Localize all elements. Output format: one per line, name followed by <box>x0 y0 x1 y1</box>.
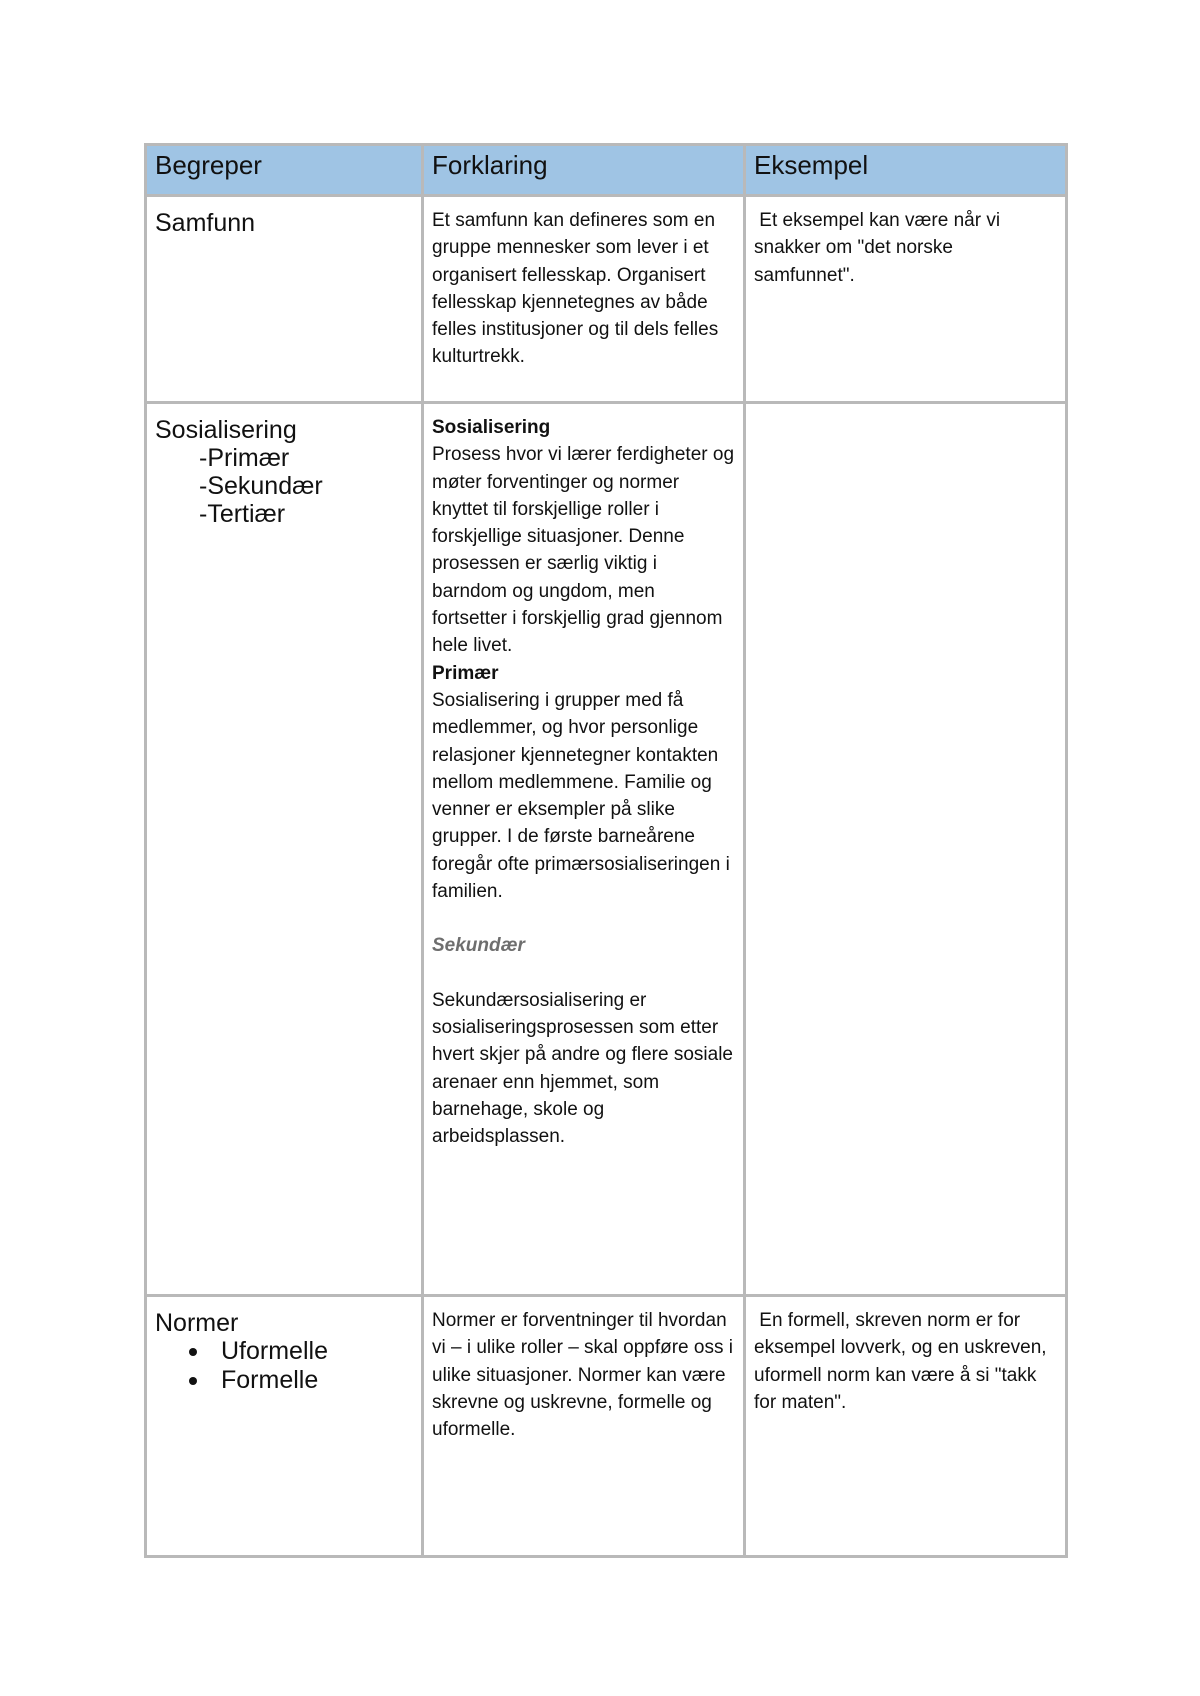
term-normer: Normer <box>155 1309 239 1337</box>
explanation-cell <box>423 1296 745 1557</box>
normer-bullet-list <box>147 1337 421 1395</box>
term-cell <box>146 1296 423 1557</box>
example-cell <box>745 403 1067 1296</box>
subterm-tertiaer: -Tertiær <box>199 500 286 528</box>
bullet-formelle: Formelle <box>189 1366 421 1395</box>
table-row <box>146 403 1067 1296</box>
term-samfunn: Samfunn <box>155 209 256 237</box>
header-eksempel-label: Eksempel <box>754 150 869 180</box>
header-begreper-label: Begreper <box>155 150 262 180</box>
concept-table <box>144 143 1068 1558</box>
explanation-cell <box>423 403 745 1296</box>
table-row <box>146 196 1067 403</box>
explanation-normer: Normer er forventninger til hvordan vi – i ulike roller – skal oppføre oss i ulike situasjoner. Normer kan være skrevne og uskrevne, formelle og uformelle. <box>432 1310 733 1441</box>
section-heading-primaer: Primær <box>432 662 499 684</box>
example-normer: En formell, skreven norm er for eksempel lovverk, og en uskreven, uformell norm kan være å si "takk for maten". <box>754 1310 1052 1413</box>
header-forklaring-label: Forklaring <box>432 150 548 180</box>
example-samfunn: Et eksempel kan være når vi snakker om "det norske samfunnet". <box>754 210 1006 286</box>
example-cell <box>745 1296 1067 1557</box>
subterm-sekundaer: -Sekundær <box>199 472 323 500</box>
term-cell <box>146 196 423 403</box>
example-cell <box>745 196 1067 403</box>
subterm-primaer: -Primær <box>199 444 290 472</box>
term-sosialisering: Sosialisering <box>155 416 297 444</box>
section-text-primaer: Sosialisering i grupper med få medlemmer, og hvor personlige relasjoner kjennetegner kontakten mellom medlemmene. Familie og venner er eksempler på slike grupper. I de første barneårene foregår ofte primærsosialiseringen i familien. <box>432 689 730 903</box>
header-begreper <box>146 145 423 196</box>
explanation-cell <box>423 196 745 403</box>
bullet-uformelle: Uformelle <box>189 1337 421 1366</box>
section-text-sosialisering: Prosess hvor vi lærer ferdigheter og møter forventinger og normer knyttet til forskjellige roller i forskjellige situasjoner. Denne prosessen er særlig viktig i barndom og ungdom, men fortsetter i forskjellig grad gjennom hele livet. <box>432 444 735 657</box>
table-row <box>146 1296 1067 1557</box>
explanation-samfunn: Et samfunn kan defineres som en gruppe mennesker som lever i et organisert fellesskap. Organisert fellesskap kjennetegnes av både felles institusjoner og til dels felles kulturtrekk. <box>432 210 719 368</box>
table-header-row <box>146 145 1067 196</box>
header-eksempel <box>745 145 1067 196</box>
section-heading-sosialisering: Sosialisering <box>432 417 551 438</box>
section-heading-sekundaer: Sekundær <box>432 935 525 957</box>
term-cell <box>146 403 423 1296</box>
header-forklaring <box>423 145 745 196</box>
section-text-sekundaer: Sekundærsosialisering er sosialiseringsprosessen som etter hvert skjer på andre og flere sosiale arenaer enn hjemmet, som barnehage, skole og arbeidsplassen. <box>432 989 733 1148</box>
